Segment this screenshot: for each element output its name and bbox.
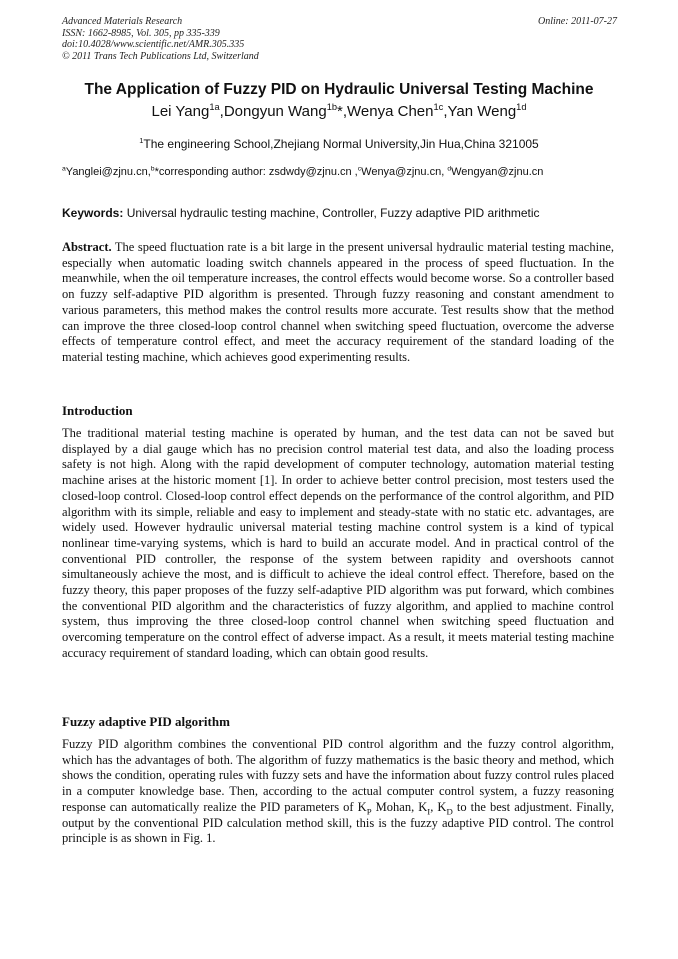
paper-title: The Application of Fuzzy PID on Hydraulic Universal Testing Machine xyxy=(84,81,594,98)
fuzzy-text-part: , K xyxy=(430,799,447,814)
copyright-line: © 2011 Trans Tech Publications Ltd, Switzerland xyxy=(62,50,259,62)
fuzzy-text-part: Mohan, K xyxy=(371,799,428,814)
email-mark: a xyxy=(62,165,66,173)
online-date: Online: 2011-07-27 xyxy=(538,16,617,27)
fuzzy-text-part: Fuzzy PID algorithm combines the conventional PID control algorithm and the fuzzy control algorithm, which has the advantages of both. The algorithm of fuzzy mathematics is the basic theory and method, which shows the condition, operating rules with fuzzy sets and have the information about fuzzy control rules placed in a computer knowledge base. Then, according to the actual computer control system, a fuzzy reasoning response can automatically realize the PID parameters of K xyxy=(62,737,614,814)
introduction-heading: Introduction xyxy=(62,403,133,418)
keywords-label: Keywords: xyxy=(62,206,124,220)
fuzzy-text-part: to the best adjustment. Finally, output by the conventional PID calculation method skill, this is the fuzzy adaptive PID control. The control principle is as shown in Fig. 1. xyxy=(62,799,614,846)
subscript-i: I xyxy=(427,806,431,817)
email-mark: d xyxy=(447,165,452,173)
doi-line: doi:10.4028/www.scientific.net/AMR.305.335 xyxy=(62,39,245,50)
affiliation-mark: 1 xyxy=(139,136,144,145)
author-name: Yan Weng xyxy=(447,103,517,120)
affiliation-text: The engineering School,Zhejiang Normal University,Jin Hua,China 321005 xyxy=(143,137,539,151)
author-name: Wenya Chen xyxy=(347,103,434,120)
fuzzy-section-heading: Fuzzy adaptive PID algorithm xyxy=(62,714,230,729)
email-d: Wengyan@zjnu.cn xyxy=(451,166,544,178)
issn-line: ISSN: 1662-8985, Vol. 305, pp 335-339 xyxy=(62,27,220,39)
author-separator: *, xyxy=(337,103,348,120)
author-list xyxy=(40,102,638,122)
journal-header xyxy=(62,16,617,62)
email-a: Yanglei@zjnu.cn, xyxy=(65,166,151,178)
author-separator: , xyxy=(443,103,448,120)
author-mark: 1d xyxy=(516,102,527,112)
author-mark: 1c xyxy=(433,102,444,112)
keywords-text: Universal hydraulic testing machine, Controller, Fuzzy adaptive PID arithmetic xyxy=(123,206,540,220)
author-mark: 1a xyxy=(209,102,220,112)
email-line xyxy=(62,164,622,180)
subscript-p: P xyxy=(366,806,372,817)
keywords xyxy=(62,205,622,221)
email-mark: b xyxy=(150,165,155,173)
abstract-text: The speed fluctuation rate is a bit large in the present universal hydraulic material testing machine, especially when automatic loading switch channels appeared in the process of speed fluctuation. In the meanwhile, when the oil temperature increases, the control effects would become worse. So a controller based on fuzzy self-adaptive PID algorithm is presented. Through fuzzy reasoning and constant amendment to various parameters, this method makes the control results more accurate. Test results show that the method can improve the three closed-loop control channel when switching speed fluctuation, overcome the adverse effects of temperature control effect, and meet the accuracy requirement of the standard loading of the material testing machine, which achieves good experimenting results. xyxy=(62,240,614,364)
author-name: Lei Yang xyxy=(151,103,210,120)
author-mark: 1b xyxy=(326,102,338,112)
email-c: Wenya@zjnu.cn, xyxy=(361,166,448,178)
subscript-d: D xyxy=(446,806,453,817)
author-separator: , xyxy=(219,103,224,120)
email-b: *corresponding author: zsdwdy@zjnu.cn , xyxy=(154,166,358,178)
fuzzy-section-body xyxy=(62,737,614,847)
author-name: Dongyun Wang xyxy=(223,103,327,120)
journal-name: Advanced Materials Research xyxy=(62,16,183,27)
affiliation xyxy=(40,136,638,152)
abstract xyxy=(62,240,614,366)
abstract-label: Abstract. xyxy=(62,240,112,254)
introduction-body: The traditional material testing machine is operated by human, and the test data can not be saved but displayed by a dial gauge which has no precision control material test data, and also the loading process safety is not high. Along with the rapid development of computer technology, automation material testing machine arises at the historic moment [1]. In order to achieve better control precision, most testers used the closed-loop control. Closed-loop control effect depends on the performance of the control algorithm, and PID algorithm with its simple, reliable and easy to implement and steady-state with no static etc. advantages, are widely used. However hydraulic universal material testing machine control system is a kind of typical nonlinear time-varying systems, which is hard to build an accurate model. And in practical control of the conventional PID controller, the response of the system between rapidity and overshoots cannot simultaneously achieve the most, and is difficult to achieve the ideal control effect. Therefore, based on the fuzzy theory, this paper proposes of the fuzzy self-adaptive PID algorithm was put forward, which combines the conventional PID algorithm and the characteristics of fuzzy algorithm, and applied to machine control system, thus improving the three closed-loop control channel when switching speed fluctuation and overcoming temperature on the control effect of adverse impact. As a result, it meets material testing machine accuracy requirement of standard loading, which can obtain good results. xyxy=(62,426,614,660)
email-mark: c xyxy=(357,165,362,173)
